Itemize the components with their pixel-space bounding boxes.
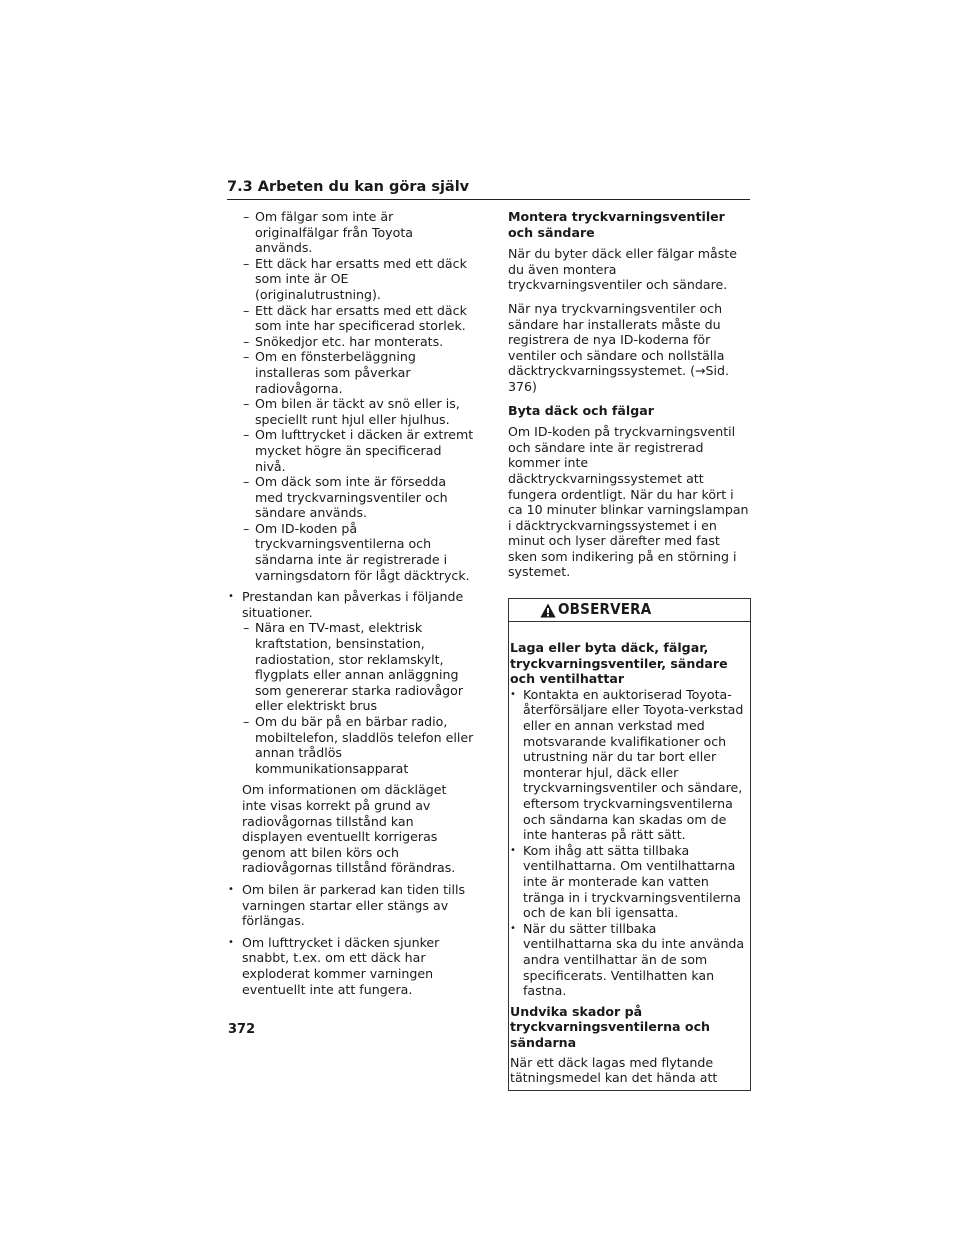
heading-install-valves: Montera tryckvarningsventiler och sändare [508, 209, 725, 240]
list-item: – Snökedjor etc. har monterats. [228, 334, 474, 350]
paragraph: Om ID-koden på tryckvarningsventil och sändare inte är registrerad kommer inte däcktryckvarningssystemet att fungera ordentligt. När du har kört i ca 10 minuter blinkar varningslampan i däcktryckvarningssystemet i en minut och lyser därefter med fast sken som indikering på en störning i systemet. [508, 424, 749, 580]
warning-title: OBSERVERA [558, 600, 652, 619]
list-item: – Om du bär på en bärbar radio, mobiltelefon, sladdlös telefon eller annan trådlös kommunikationsapparat [242, 714, 474, 776]
list-item: – Om lufttrycket i däcken är extremt mycket högre än specificerad nivå. [228, 427, 474, 474]
display-note: Om informationen om däckläget inte visas korrekt på grund av radiovågornas tillstånd kan displayen eventuellt korrigeras genom att bilen körs och radiovågornas tillstånd förändras. [242, 782, 456, 876]
bullet-item-parked: • Om bilen är parkerad kan tiden tills varningen startar eller stängs av förlängas. [228, 882, 474, 929]
list-item: – Om däck som inte är försedda med tryckvarningsventiler och sändare används. [228, 474, 474, 521]
warning-body [509, 622, 750, 1086]
list-item: – Om ID-koden på tryckvarningsventilerna och sändarna inte är registrerade i varningsdatorn för lågt däcktryck. [228, 521, 474, 583]
heading-change-tires: Byta däck och fälgar [508, 402, 654, 418]
bullet-item-pressure-drop: • Om lufttrycket i däcken sjunker snabbt, t.ex. om ett däck har exploderat kommer varningen eventuellt inte att fungera. [228, 935, 474, 997]
list-item: – Om fälgar som inte är originalfälgar från Toyota används. [228, 209, 474, 256]
list-item: – Ett däck har ersatts med ett däck som inte är OE (originalutrustning). [228, 256, 474, 303]
warning-title-bar [509, 599, 750, 622]
list-item: • När du sätter tillbaka ventilhattarna ska du inte använda andra ventilhattar än de som specificerats. Ventilhatten kan fastna. [510, 921, 749, 999]
bullet-list [228, 589, 474, 997]
paragraph: När nya tryckvarningsventiler och sändare har installerats måste du registrera de nya ID-koderna för ventiler och sändare och nollställa däcktryckvarningssystemet. (→Sid. 376) [508, 300, 730, 394]
right-column [508, 209, 751, 1091]
situation-list [242, 620, 474, 776]
list-item: – Nära en TV-mast, elektrisk kraftstation, bensinstation, radiostation, stor reklamskylt, flygplats eller annan anläggning som genererar starka radiovågor eller elektriskt brus [242, 620, 474, 714]
warning-paragraph: När ett däck lagas med flytande tätningsmedel kan det hända att [510, 1054, 718, 1086]
bullet-item-performance [228, 589, 474, 876]
bullet-text: Prestandan kan påverkas i följande situationer. [242, 589, 464, 620]
warning-triangle-icon [540, 603, 556, 618]
condition-list [228, 209, 474, 583]
paragraph: När du byter däck eller fälgar måste du även montera tryckvarningsventiler och sändare. [508, 246, 737, 293]
left-column [228, 209, 474, 997]
warning-heading-repair: Laga eller byta däck, fälgar, tryckvarningsventiler, sändare och ventilhattar [510, 640, 728, 687]
section-header: 7.3 Arbeten du kan göra själv [227, 178, 750, 200]
page-number: 372 [228, 1022, 256, 1037]
list-item: • Kom ihåg att sätta tillbaka ventilhattarna. Om ventilhattarna inte är monterade kan vatten tränga in i tryckvarningsventilerna och de kan bli igensatta. [510, 843, 749, 921]
warning-heading-avoid-damage: Undvika skador på tryckvarningsventilerna och sändarna [510, 1003, 711, 1050]
warning-box [508, 598, 751, 1091]
list-item: • Kontakta en auktoriserad Toyota-återförsäljare eller Toyota-verkstad eller en annan verkstad med motsvarande kvalifikationer och utrustning när du tar bort eller monterar hjul, däck eller tryckvarningsventiler och sändare, eftersom tryckvarningsventilerna och sändarna kan skadas om de inte hanteras på rätt sätt. [510, 687, 749, 843]
warning-bullets [510, 687, 749, 999]
list-item: – Ett däck har ersatts med ett däck som inte har specificerad storlek. [228, 303, 474, 334]
list-item: – Om en fönsterbeläggning installeras som påverkar radiovågorna. [228, 349, 474, 396]
list-item: – Om bilen är täckt av snö eller is, speciellt runt hjul eller hjulhus. [228, 396, 474, 427]
